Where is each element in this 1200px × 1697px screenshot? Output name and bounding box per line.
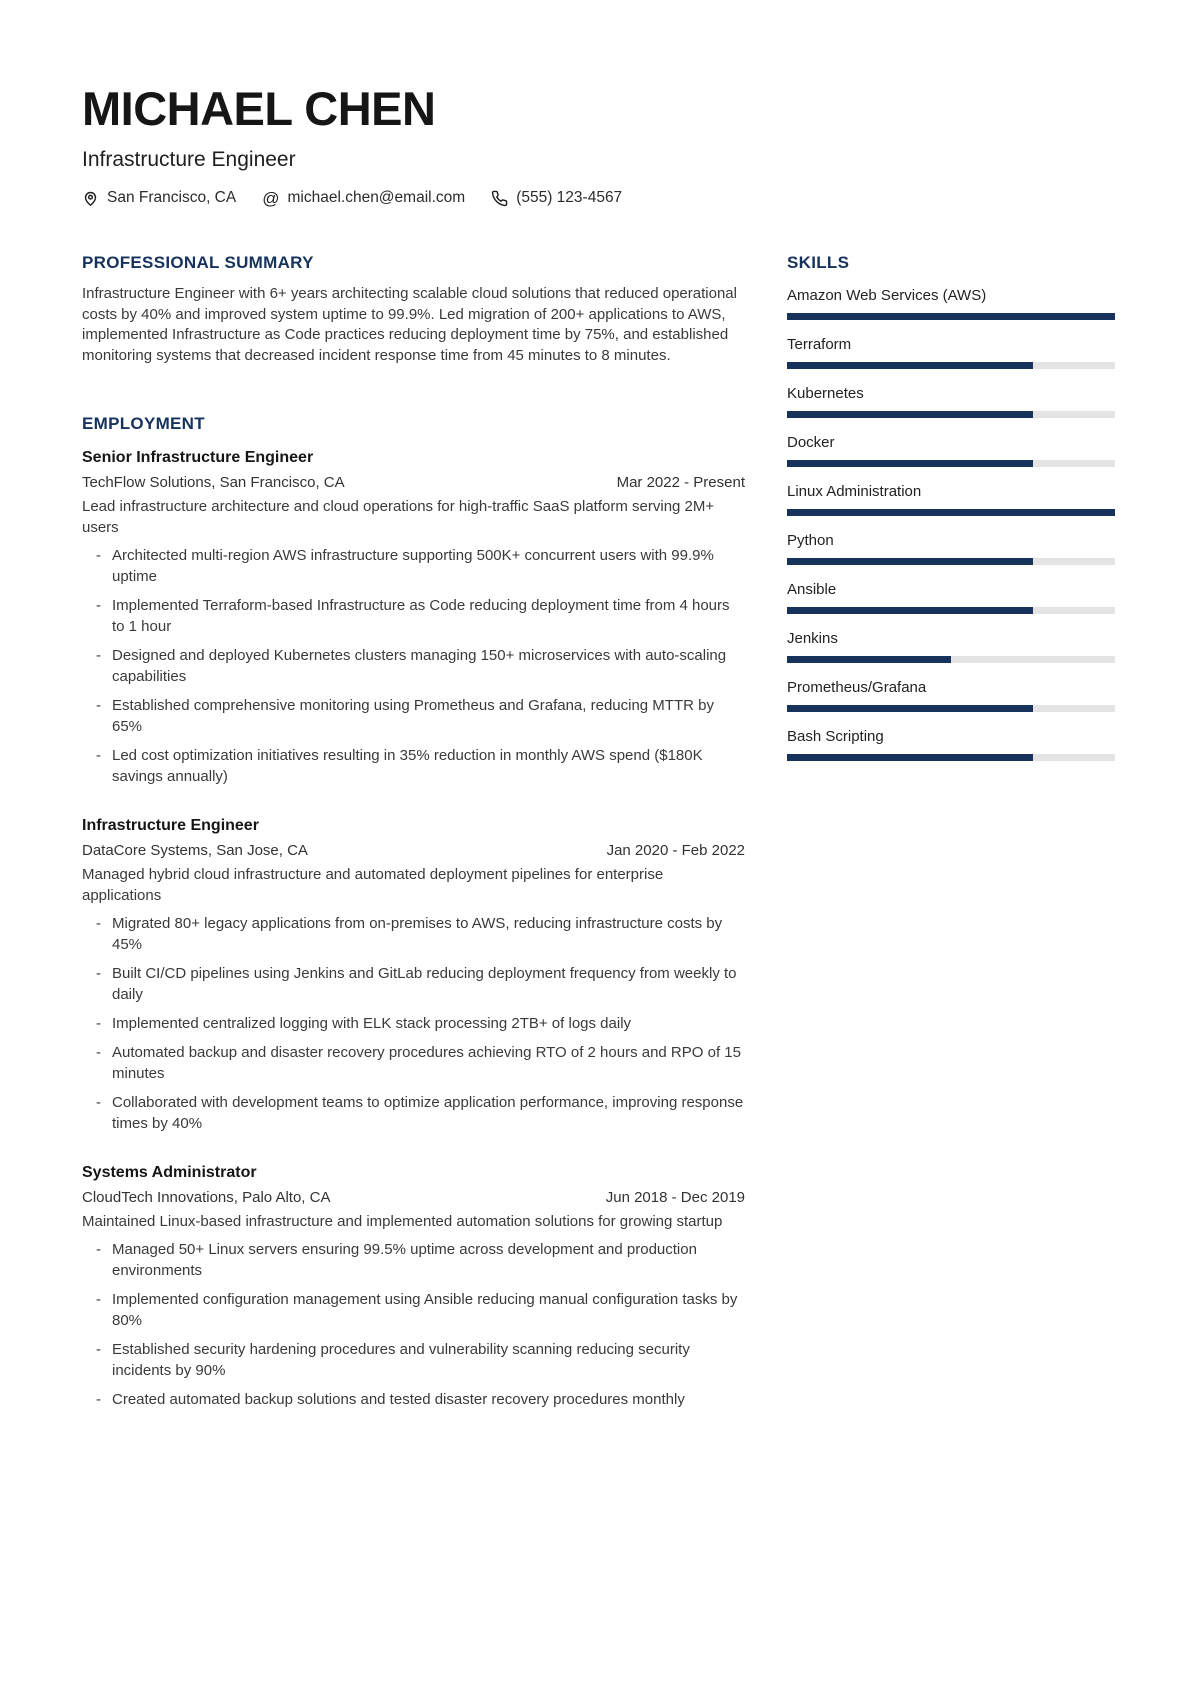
summary-section: [82, 253, 745, 366]
skill-bar-fill: [787, 313, 1115, 320]
resume-body: [82, 253, 1115, 1418]
skill-bar-fill: [787, 607, 1033, 614]
bullet-item: - Designed and deployed Kubernetes clusters managing 150+ microservices with auto-scaling capabilities: [96, 645, 745, 687]
skill-item: [787, 432, 1115, 467]
contact-location: [82, 189, 236, 207]
skill-bar-track: [787, 460, 1115, 467]
contact-phone-text: (555) 123-4567: [516, 189, 623, 207]
skill-name: Amazon Web Services (AWS): [787, 287, 987, 305]
job-dates: Jun 2018 - Dec 2019: [605, 1189, 745, 1207]
job-description: Managed hybrid cloud infrastructure and automated deployment pipelines for enterprise applications: [82, 866, 664, 905]
candidate-name: MICHAEL CHEN: [82, 82, 436, 135]
bullet-item: - Collaborated with development teams to optimize application performance, improving response times by 40%: [96, 1092, 745, 1134]
job-description: Lead infrastructure architecture and cloud operations for high-traffic SaaS platform serving 2M+ users: [82, 498, 715, 537]
skill-item: [787, 677, 1115, 712]
bullet-item: - Created automated backup solutions and tested disaster recovery procedures monthly: [96, 1389, 745, 1410]
employment-section: [82, 414, 745, 1410]
contact-email-text: michael.chen@email.com: [287, 189, 466, 207]
job-dates: Mar 2022 - Present: [616, 474, 745, 492]
skills-column: [787, 253, 1115, 1418]
job-company: TechFlow Solutions, San Francisco, CA: [82, 474, 345, 492]
contact-row: [82, 189, 1115, 207]
skill-bar-fill: [787, 558, 1033, 565]
main-column: [82, 253, 745, 1418]
skill-bar-track: [787, 362, 1115, 369]
skill-name: Docker: [787, 434, 835, 452]
job-company: DataCore Systems, San Jose, CA: [82, 842, 308, 860]
bullet-item: - Implemented configuration management using Ansible reducing manual configuration tasks by 80%: [96, 1289, 745, 1331]
job-company: CloudTech Innovations, Palo Alto, CA: [82, 1189, 331, 1207]
bullet-item: - Established security hardening procedures and vulnerability scanning reducing security incidents by 90%: [96, 1339, 745, 1381]
skill-name: Prometheus/Grafana: [787, 679, 927, 697]
at-sign-icon: @: [262, 188, 280, 208]
skill-item: [787, 628, 1115, 663]
contact-location-text: San Francisco, CA: [107, 189, 237, 207]
skill-bar-fill: [787, 411, 1033, 418]
skill-bar-fill: [787, 362, 1033, 369]
summary-text: Infrastructure Engineer with 6+ years architecting scalable cloud solutions that reduced operational costs by 40% and improved system uptime to 99.9%. Led migration of 200+ applications to AWS, implemented Infrastructure as Code practices reducing deployment time by 75%, and established monitoring systems that decreased incident response time from 45 minutes to 8 minutes.: [82, 285, 737, 364]
job-bullet-list: [82, 1239, 745, 1410]
skill-name: Python: [787, 532, 834, 550]
job-meta-row: [82, 842, 745, 859]
contact-email: [262, 189, 465, 207]
skill-bar-fill: [787, 460, 1033, 467]
skill-bar-track: [787, 754, 1115, 761]
skill-item: [787, 481, 1115, 516]
skill-item: [787, 334, 1115, 369]
skills-heading: SKILLS: [787, 253, 850, 273]
phone-icon: [491, 190, 508, 207]
job-title: Infrastructure Engineer: [82, 817, 259, 835]
skill-bar-fill: [787, 656, 951, 663]
bullet-item: - Established comprehensive monitoring using Prometheus and Grafana, reducing MTTR by 65%: [96, 695, 745, 737]
skill-item: [787, 726, 1115, 761]
job-bullet-list: [82, 545, 745, 787]
employment-heading: EMPLOYMENT: [82, 414, 205, 434]
skill-bar-fill: [787, 754, 1033, 761]
bullet-item: - Architected multi-region AWS infrastructure supporting 500K+ concurrent users with 99.9% uptime: [96, 545, 745, 587]
job-description: Maintained Linux-based infrastructure and implemented automation solutions for growing startup: [82, 1213, 723, 1231]
candidate-title: Infrastructure Engineer: [82, 148, 296, 172]
bullet-item: - Implemented centralized logging with ELK stack processing 2TB+ of logs daily: [96, 1013, 745, 1034]
job-entry: [82, 817, 745, 1134]
skill-name: Ansible: [787, 581, 837, 599]
skill-name: Jenkins: [787, 630, 838, 648]
location-pin-icon: [82, 190, 99, 207]
job-title: Systems Administrator: [82, 1164, 257, 1182]
bullet-item: - Migrated 80+ legacy applications from on-premises to AWS, reducing infrastructure costs by 45%: [96, 913, 745, 955]
contact-phone: [491, 189, 622, 207]
job-title: Senior Infrastructure Engineer: [82, 449, 314, 467]
skill-bar-track: [787, 607, 1115, 614]
skill-bar-fill: [787, 509, 1115, 516]
bullet-item: - Automated backup and disaster recovery procedures achieving RTO of 2 hours and RPO of 15 minutes: [96, 1042, 745, 1084]
bullet-item: - Implemented Terraform-based Infrastructure as Code reducing deployment time from 4 hours to 1 hour: [96, 595, 745, 637]
skill-name: Bash Scripting: [787, 728, 884, 746]
job-entry: [82, 1164, 745, 1410]
skill-name: Terraform: [787, 336, 852, 354]
skill-item: [787, 285, 1115, 320]
bullet-item: - Managed 50+ Linux servers ensuring 99.5% uptime across development and production environments: [96, 1239, 745, 1281]
summary-heading: PROFESSIONAL SUMMARY: [82, 253, 314, 273]
skill-bar-track: [787, 705, 1115, 712]
skill-bar-fill: [787, 705, 1033, 712]
job-dates: Jan 2020 - Feb 2022: [606, 842, 745, 860]
bullet-item: - Led cost optimization initiatives resulting in 35% reduction in monthly AWS spend ($180K savings annually): [96, 745, 745, 787]
skill-bar-track: [787, 509, 1115, 516]
skill-bar-track: [787, 656, 1115, 663]
resume-header: [82, 84, 1115, 207]
job-meta-row: [82, 1189, 745, 1206]
skill-bar-track: [787, 558, 1115, 565]
skills-section: [787, 253, 1115, 761]
skill-item: [787, 383, 1115, 418]
skill-item: [787, 579, 1115, 614]
skill-name: Linux Administration: [787, 483, 922, 501]
skill-bar-track: [787, 411, 1115, 418]
job-meta-row: [82, 474, 745, 491]
job-entry: [82, 449, 745, 787]
skill-name: Kubernetes: [787, 385, 864, 403]
job-bullet-list: [82, 913, 745, 1134]
bullet-item: - Built CI/CD pipelines using Jenkins and GitLab reducing deployment frequency from weekly to daily: [96, 963, 745, 1005]
skill-bar-track: [787, 313, 1115, 320]
skill-item: [787, 530, 1115, 565]
